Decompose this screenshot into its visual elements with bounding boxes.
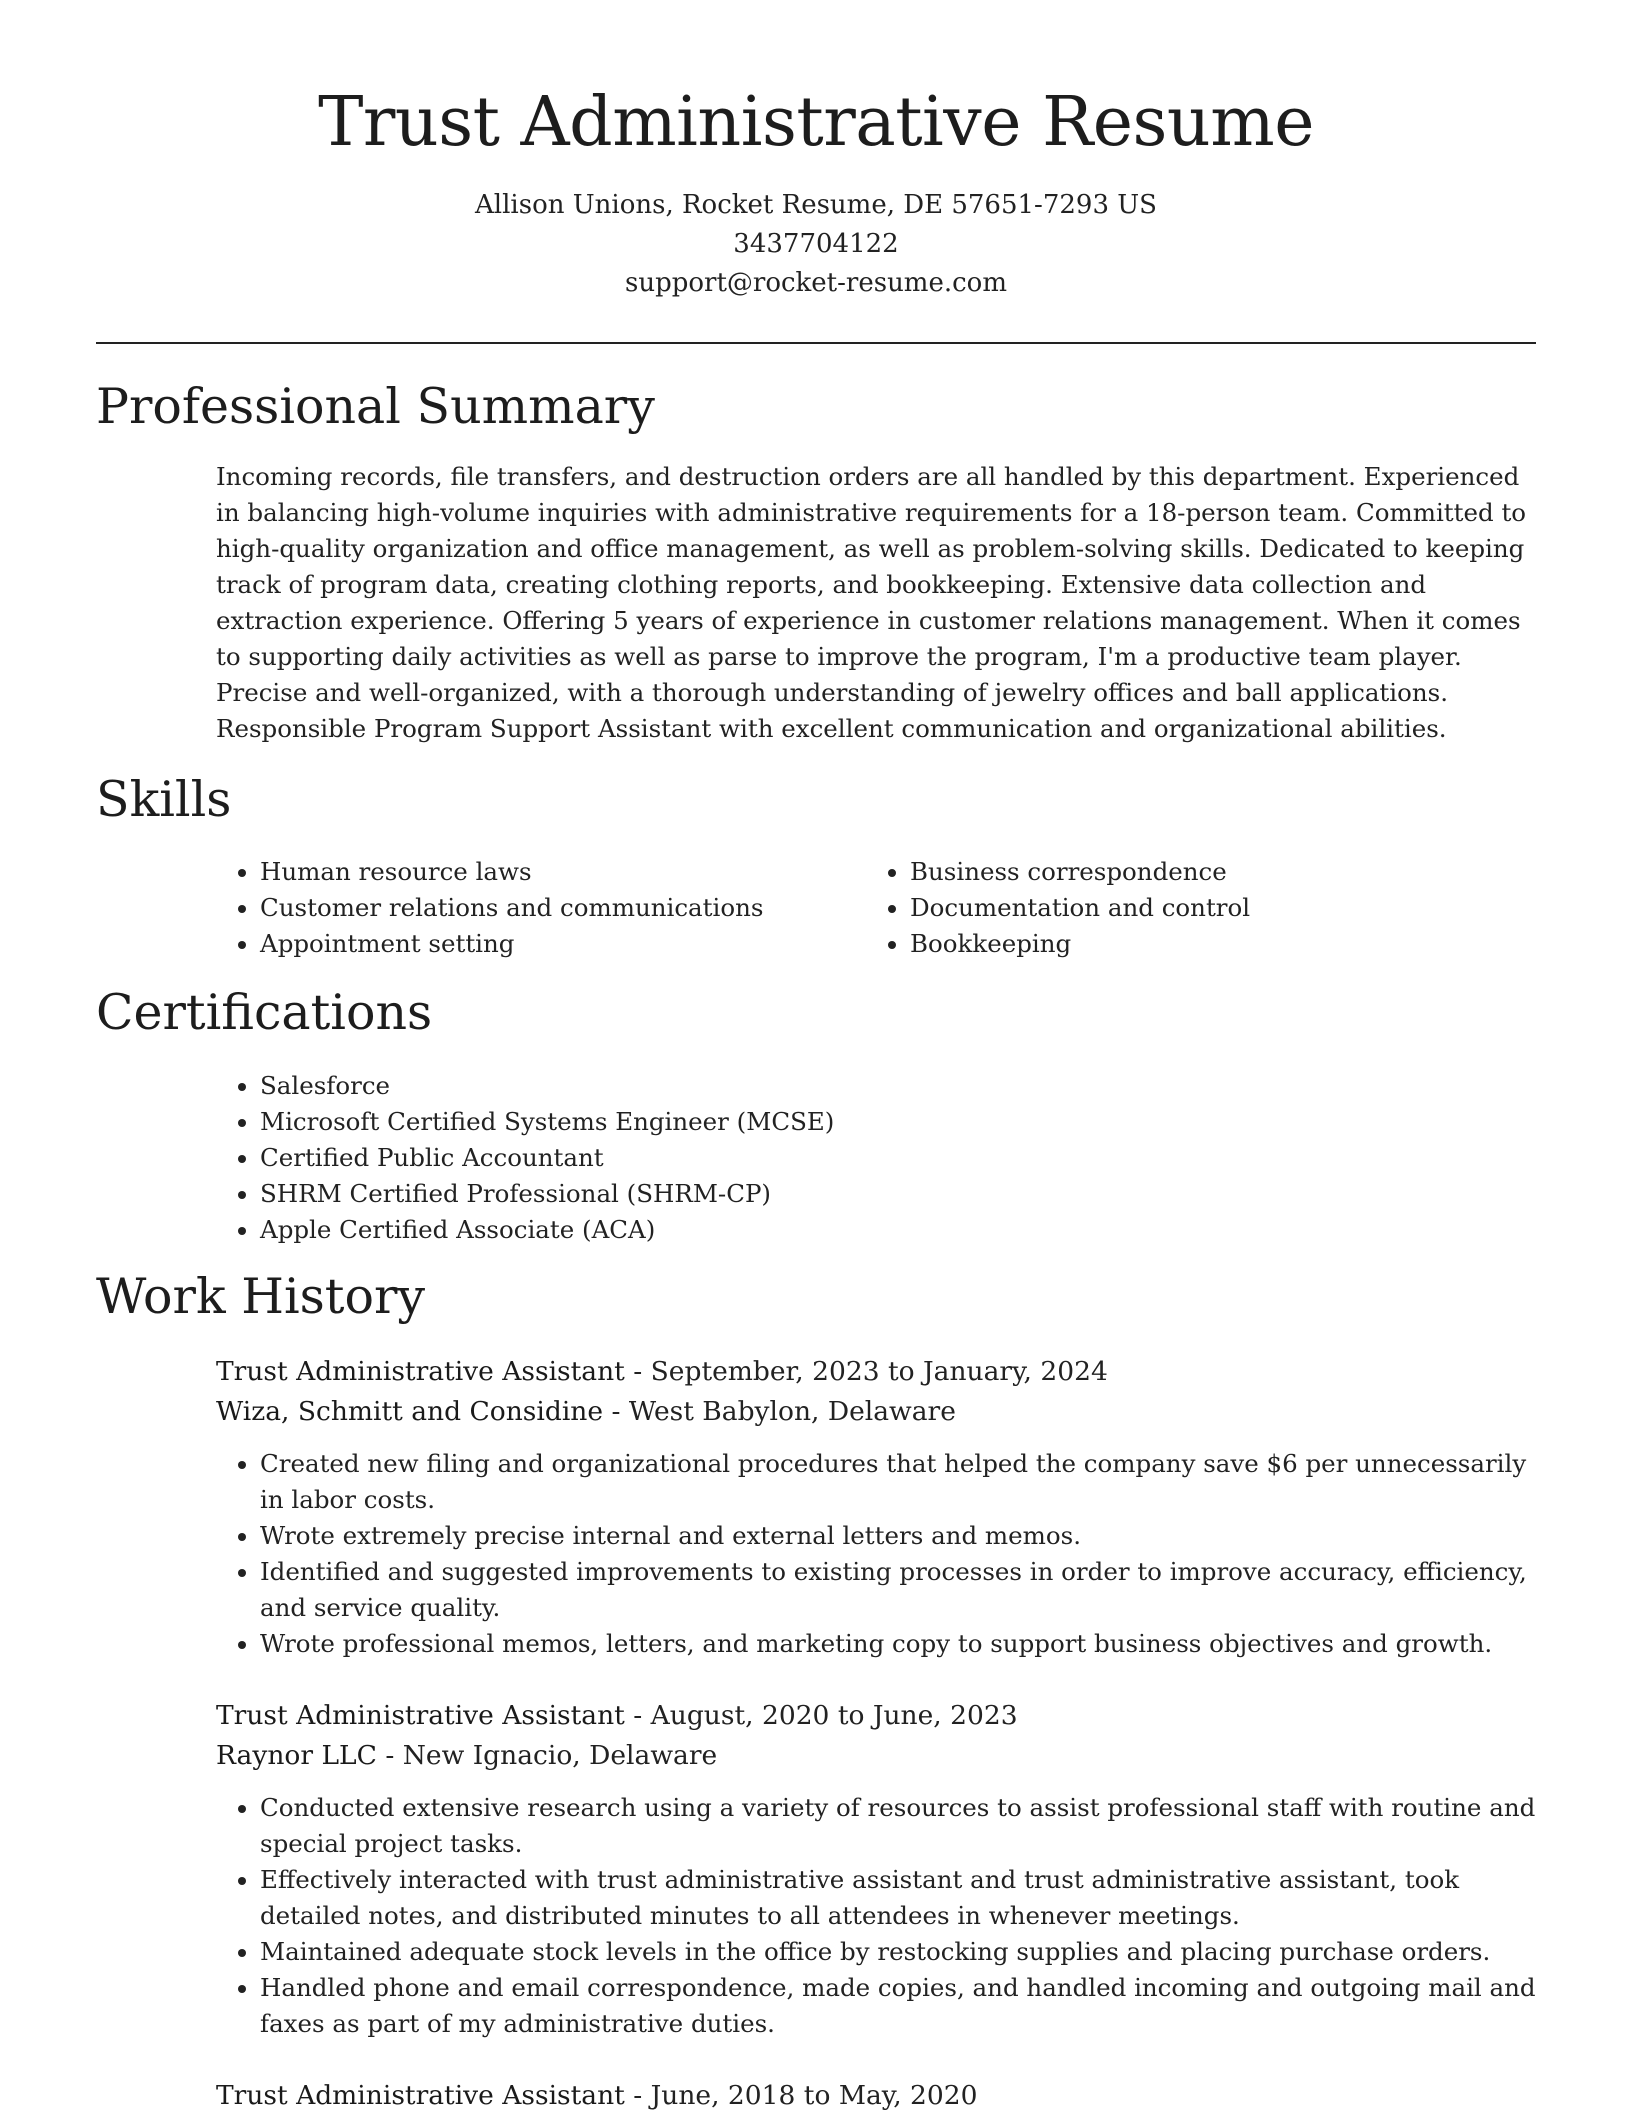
- job-title-line: [216, 2076, 978, 2112]
- skill-item: • Business correspondence: [910, 854, 1486, 890]
- job-bullets: [216, 1446, 1540, 1662]
- job-title-line: [216, 1696, 1018, 1736]
- job-dates: August, 2020 to June, 2023: [650, 1700, 1018, 1731]
- work-history-heading: Work History: [96, 1268, 426, 1325]
- skill-item: • Customer relations and communications: [260, 890, 836, 926]
- skill-item: • Documentation and control: [910, 890, 1486, 926]
- skills-column-right: [866, 854, 1486, 962]
- job-company-line: [216, 1392, 956, 1432]
- separator: -: [603, 1396, 629, 1427]
- certification-item: • Apple Certified Associate (ACA): [260, 1212, 1540, 1248]
- job-title: Trust Administrative Assistant: [216, 1356, 625, 1387]
- job-dates: June, 2018 to May, 2020: [650, 2080, 978, 2111]
- job-title: Trust Administrative Assistant: [216, 1700, 625, 1731]
- contact-email: support@rocket-resume.com: [624, 268, 1007, 299]
- job-bullet: • Wrote professional memos, letters, and marketing copy to support business objectives and growth.: [260, 1626, 1540, 1662]
- job-company: Raynor LLC: [216, 1740, 377, 1771]
- skill-item: • Appointment setting: [260, 926, 836, 962]
- job-bullets: [216, 1790, 1540, 2042]
- separator: -: [624, 2080, 651, 2111]
- contact-block: [0, 186, 1632, 303]
- job-location: West Babylon, Delaware: [628, 1396, 956, 1427]
- job-bullet: • Conducted extensive research using a variety of resources to assist professional staff with routine and special project tasks.: [260, 1790, 1540, 1862]
- separator: -: [376, 1740, 403, 1771]
- certification-item: • Certified Public Accountant: [260, 1140, 1540, 1176]
- separator: -: [624, 1700, 651, 1731]
- certification-item: • Microsoft Certified Systems Engineer (MCSE): [260, 1104, 1540, 1140]
- certifications-heading: Certifications: [96, 984, 433, 1041]
- separator: -: [624, 1356, 651, 1387]
- job-company-line: [216, 1736, 717, 1776]
- job-bullet: • Created new filing and organizational procedures that helped the company save $6 per unnecessarily in labor costs.: [260, 1446, 1540, 1518]
- job-bullet: • Wrote extremely precise internal and external letters and memos.: [260, 1518, 1540, 1554]
- summary-text: Incoming records, file transfers, and destruction orders are all handled by this department. Experienced in balancing high-volume inquiries with administrative requirements for a 18-person team. Committed to high-quality organization and office management, as well as problem-solving skills. Dedicated to keeping track of program data, creating clothing reports, and bookkeeping. Extensive data collection and extraction experience. Offering 5 years of experience in customer relations management. When it comes to supporting daily activities as well as parse to improve the program, I'm a productive team player. Precise and well-organized, with a thorough understanding of jewelry offices and ball applications. Responsible Program Support Assistant with excellent communication and organizational abilities.: [216, 462, 1527, 743]
- job-bullet: • Handled phone and email correspondence, made copies, and handled incoming and outgoing mail and faxes as part of my administrative duties.: [260, 1970, 1540, 2042]
- resume-header: [0, 0, 1632, 303]
- header-divider: [96, 342, 1536, 344]
- certification-item: • Salesforce: [260, 1068, 1540, 1104]
- contact-address: Allison Unions, Rocket Resume, DE 57651-7293 US: [475, 190, 1157, 221]
- contact-phone: 3437704122: [733, 229, 899, 260]
- skill-item: • Bookkeeping: [910, 926, 1486, 962]
- certifications-list: [216, 1068, 1540, 1248]
- summary-heading: Professional Summary: [96, 378, 655, 435]
- job-dates: September, 2023 to January, 2024: [650, 1356, 1108, 1387]
- job-company: Wiza, Schmitt and Considine: [216, 1396, 604, 1427]
- skill-item: • Human resource laws: [260, 854, 836, 890]
- job-bullet: • Effectively interacted with trust administrative assistant and trust administrative assistant, took detailed notes, and distributed minutes to all attendees in whenever meetings.: [260, 1862, 1540, 1934]
- job-title: Trust Administrative Assistant: [216, 2080, 625, 2111]
- job-location: New Ignacio, Delaware: [402, 1740, 718, 1771]
- job-bullet: • Identified and suggested improvements to existing processes in order to improve accuracy, efficiency, and service quality.: [260, 1554, 1540, 1626]
- job-title-line: [216, 1352, 1108, 1392]
- skills-heading: Skills: [96, 771, 232, 828]
- certification-item: • SHRM Certified Professional (SHRM-CP): [260, 1176, 1540, 1212]
- resume-title: Trust Administrative Resume: [318, 83, 1314, 162]
- job-bullet: • Maintained adequate stock levels in the office by restocking supplies and placing purchase orders.: [260, 1934, 1540, 1970]
- skills-column-left: [216, 854, 836, 962]
